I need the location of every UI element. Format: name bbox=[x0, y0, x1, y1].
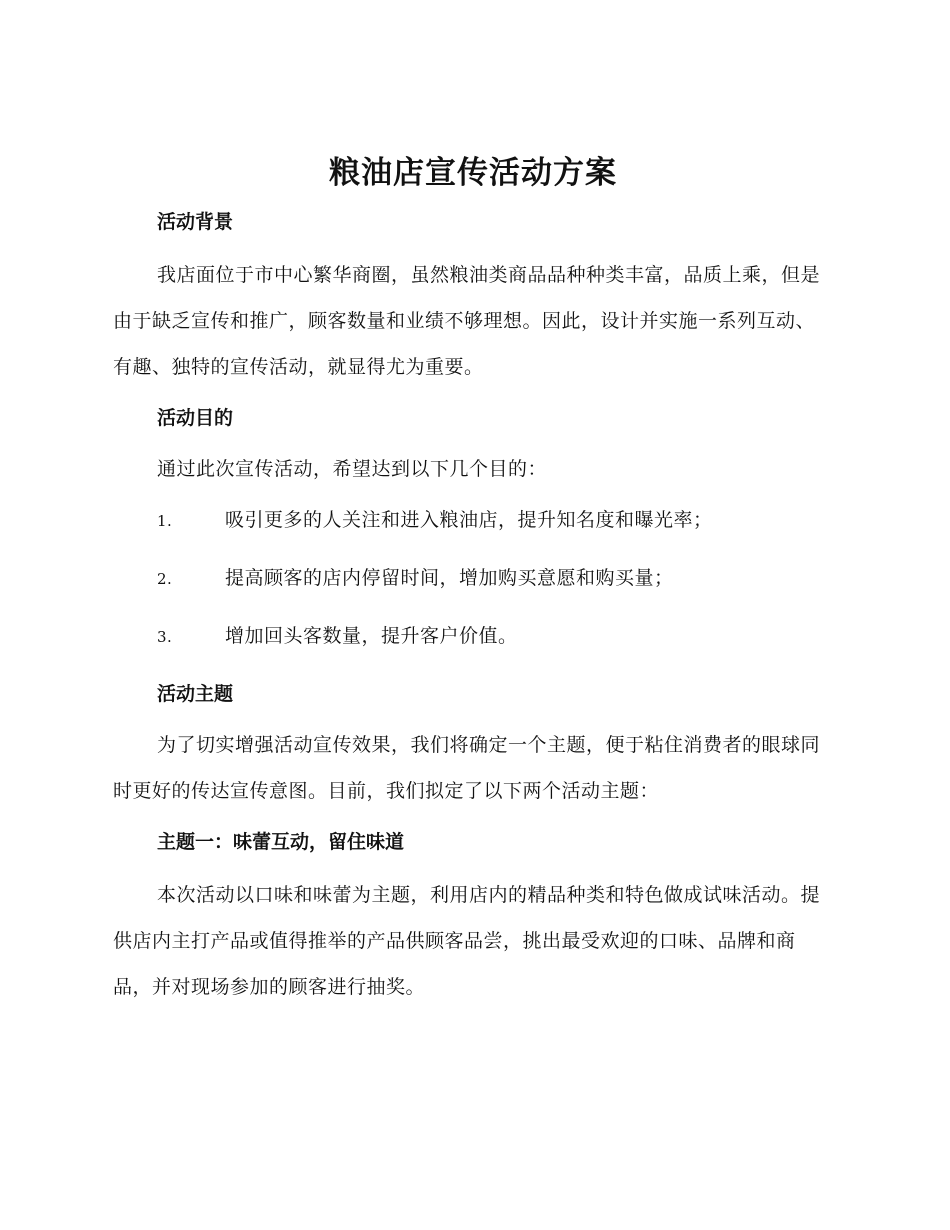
section-heading-background: 活动背景 bbox=[157, 211, 234, 233]
paragraph-background: 我店面位于市中心繁华商圈，虽然粮油类商品品种种类丰富，品质上乘，但是由于缺乏宣传和推广，顾客数量和业绩不够理想。因此，设计并实施一系列互动、有趣、独特的宣传活动，就显得尤为重要。 bbox=[113, 264, 821, 378]
paragraph-theme-one: 本次活动以口味和味蕾为主题，利用店内的精品种类和特色做成试味活动。提供店内主打产品或值得推举的产品供顾客品尝，挑出最受欢迎的口味、品牌和商品，并对现场参加的顾客进行抽奖。 bbox=[113, 884, 821, 998]
list-item bbox=[113, 560, 833, 597]
list-item bbox=[113, 502, 833, 539]
section-heading-theme: 活动主题 bbox=[157, 683, 234, 705]
document-body bbox=[113, 150, 833, 1010]
list-item-number: 2. bbox=[157, 570, 173, 588]
purpose-list bbox=[113, 502, 833, 655]
list-item-text: 吸引更多的人关注和进入粮油店，提升知名度和曝光率； bbox=[225, 509, 713, 531]
list-item-text: 增加回头客数量，提升客户价值。 bbox=[225, 625, 518, 647]
paragraph-theme: 为了切实增强活动宣传效果，我们将确定一个主题，便于粘住消费者的眼球同时更好的传达宣传意图。目前，我们拟定了以下两个活动主题： bbox=[113, 734, 821, 802]
list-item-number: 1. bbox=[157, 512, 173, 530]
list-item-text: 提高顾客的店内停留时间，增加购买意愿和购买量； bbox=[225, 567, 674, 589]
list-item-number: 3. bbox=[157, 628, 173, 646]
list-item bbox=[113, 618, 833, 655]
paragraph-purpose-intro: 通过此次宣传活动，希望达到以下几个目的： bbox=[157, 458, 548, 480]
section-heading-theme-one: 主题一：味蕾互动，留住味道 bbox=[157, 831, 405, 853]
section-heading-purpose: 活动目的 bbox=[157, 407, 234, 429]
document-title: 粮油店宣传活动方案 bbox=[329, 155, 617, 191]
